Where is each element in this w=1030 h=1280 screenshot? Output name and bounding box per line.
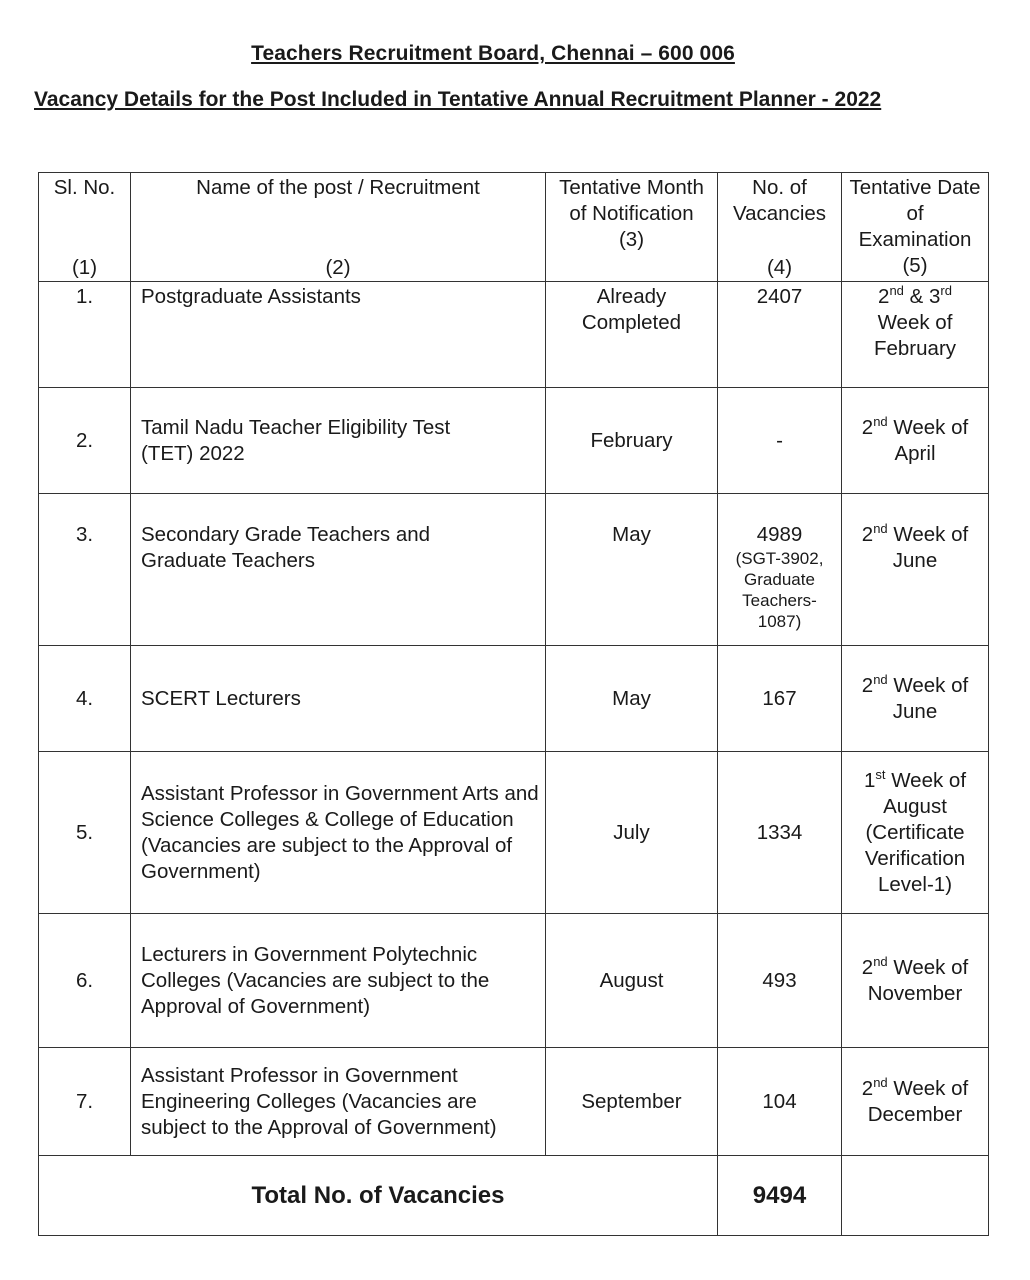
total-value: 9494 xyxy=(718,1156,842,1236)
cell-vacancies: 4989 (SGT-3902, Graduate Teachers-1087) xyxy=(718,494,842,646)
cell-post-name: Lecturers in Government Polytechnic Colleges (Vacancies are subject to the Approval of Government) xyxy=(131,914,546,1048)
header-exam-date: Tentative Date of Examination (5) xyxy=(842,173,989,282)
cell-post-name: Secondary Grade Teachers and Graduate Teachers xyxy=(131,494,546,646)
total-label: Total No. of Vacancies xyxy=(39,1156,718,1236)
cell-vacancies: 167 xyxy=(718,646,842,752)
header-notification-month: Tentative Month of Notification (3) xyxy=(546,173,718,282)
vacancy-table xyxy=(38,172,989,1236)
cell-notification-month: September xyxy=(546,1048,718,1156)
cell-sl-no: 4. xyxy=(39,646,131,752)
table-row xyxy=(39,388,989,494)
cell-exam-date: 2nd Week of December xyxy=(842,1048,989,1156)
cell-vacancies: 104 xyxy=(718,1048,842,1156)
cell-exam-date: 2nd Week of November xyxy=(842,914,989,1048)
header-vacancies: No. of Vacancies (4) xyxy=(718,173,842,282)
cell-notification-month: February xyxy=(546,388,718,494)
header-post-name: Name of the post / Recruitment (2) xyxy=(131,173,546,282)
cell-sl-no: 5. xyxy=(39,752,131,914)
cell-vacancies: 1334 xyxy=(718,752,842,914)
table-row xyxy=(39,646,989,752)
table-row xyxy=(39,914,989,1048)
cell-post-name: SCERT Lecturers xyxy=(131,646,546,752)
cell-post-name: Assistant Professor in Government Engineering Colleges (Vacancies are subject to the Approval of Government) xyxy=(131,1048,546,1156)
table-row xyxy=(39,1048,989,1156)
cell-notification-month: August xyxy=(546,914,718,1048)
cell-exam-date: 1st Week of August (Certificate Verification Level-1) xyxy=(842,752,989,914)
cell-sl-no: 2. xyxy=(39,388,131,494)
cell-notification-month: May xyxy=(546,494,718,646)
header-sl-no: Sl. No. (1) xyxy=(39,173,131,282)
cell-vacancies: 493 xyxy=(718,914,842,1048)
cell-post-name: Postgraduate Assistants xyxy=(131,282,546,388)
document-subtitle: Vacancy Details for the Post Included in Tentative Annual Recruitment Planner - 2022 xyxy=(34,88,882,111)
cell-post-name: Assistant Professor in Government Arts and Science Colleges & College of Education (Vacancies are subject to the Approval of Government) xyxy=(131,752,546,914)
table-row xyxy=(39,282,989,388)
vacancy-breakdown-note: (SGT-3902, Graduate Teachers-1087) xyxy=(735,549,824,631)
cell-notification-month: May xyxy=(546,646,718,752)
cell-vacancies: - xyxy=(718,388,842,494)
cell-vacancies: 2407 xyxy=(718,282,842,388)
cell-exam-date: 2nd Week of April xyxy=(842,388,989,494)
total-empty-cell xyxy=(842,1156,989,1236)
cell-exam-date: 2nd & 3rd Week of February xyxy=(842,282,989,388)
cell-exam-date: 2nd Week of June xyxy=(842,494,989,646)
table-row xyxy=(39,752,989,914)
cell-exam-date: 2nd Week of June xyxy=(842,646,989,752)
table-row xyxy=(39,494,989,646)
cell-sl-no: 6. xyxy=(39,914,131,1048)
cell-sl-no: 7. xyxy=(39,1048,131,1156)
document-title: Teachers Recruitment Board, Chennai – 600 006 xyxy=(251,42,735,65)
cell-sl-no: 3. xyxy=(39,494,131,646)
total-row xyxy=(39,1156,989,1236)
cell-sl-no: 1. xyxy=(39,282,131,388)
table-header-row xyxy=(39,173,989,282)
cell-post-name: Tamil Nadu Teacher Eligibility Test (TET) 2022 xyxy=(131,388,546,494)
cell-notification-month: Already Completed xyxy=(546,282,718,388)
cell-notification-month: July xyxy=(546,752,718,914)
